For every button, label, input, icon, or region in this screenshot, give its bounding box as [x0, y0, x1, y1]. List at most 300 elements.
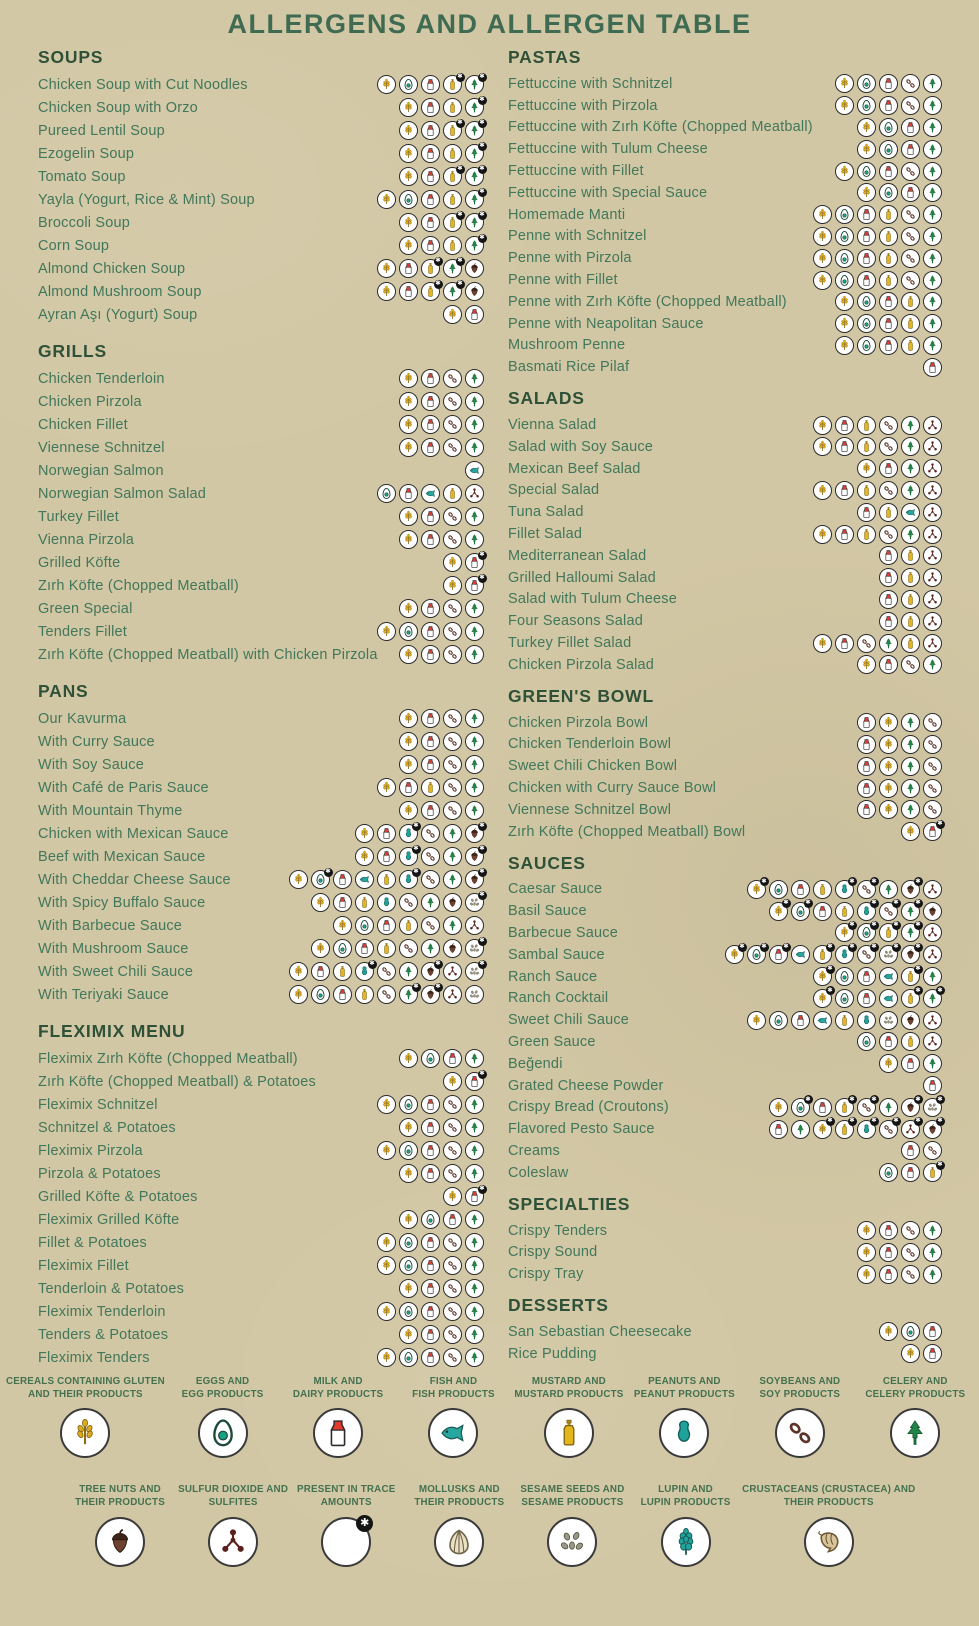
celery-icon: [923, 140, 942, 159]
trace-amounts-badge: ✱: [479, 95, 485, 103]
soy-icon: [399, 939, 418, 958]
egg-icon: [311, 867, 331, 889]
mustard-icon: [901, 546, 920, 565]
milk-icon: [421, 1256, 440, 1275]
gluten-icon: [725, 945, 744, 964]
allergen-icons: [854, 1265, 942, 1284]
menu-item-row: [38, 1070, 484, 1093]
legend-item-label: SESAME SEEDS AND SESAME PRODUCTS: [520, 1484, 625, 1509]
gluten-icon: [399, 1118, 418, 1137]
soy-icon: [421, 870, 440, 889]
celery-icon: [443, 870, 462, 889]
milk-icon: [857, 503, 876, 522]
gluten-icon: [399, 121, 418, 140]
menu-item-row: [508, 523, 942, 545]
celery-icon: [901, 735, 920, 754]
allergen-icons: [396, 599, 484, 618]
gluten-icon: [857, 459, 876, 478]
menu-item-label: Pureed Lentil Soup: [38, 122, 165, 139]
allergen-icons: [396, 755, 484, 774]
celery-icon: [923, 292, 942, 311]
soy-icon: [377, 985, 396, 1004]
gluten-icon: [377, 622, 396, 641]
sulfur-dioxide-icon: [923, 634, 942, 653]
menu-item-row: [508, 944, 942, 966]
menu-item-label: With Mountain Thyme: [38, 802, 183, 819]
allergen-icons: [374, 1095, 484, 1114]
celery-icon: [923, 183, 942, 202]
mustard-icon: [421, 279, 441, 301]
soy-icon: [443, 1302, 462, 1321]
menu-item-label: Homemade Manti: [508, 206, 626, 223]
trace-amounts-badge: ✱: [369, 959, 375, 967]
celery-icon: [465, 95, 485, 117]
menu-item-label: Norwegian Salmon Salad: [38, 485, 207, 502]
mustard-icon: [901, 1032, 920, 1051]
menu-item-label: Chicken Soup with Cut Noodles: [38, 76, 248, 93]
legend-row-1: [0, 1376, 979, 1458]
section-header: PASTAS: [508, 47, 582, 67]
milk-icon: [421, 121, 440, 140]
milk-icon: [421, 392, 440, 411]
allergen-icons: [374, 622, 484, 641]
milk-icon: [857, 779, 876, 798]
tree-nut-icon: [923, 1117, 943, 1139]
gluten-icon: [399, 98, 418, 117]
trace-amounts-badge: ✱: [761, 943, 767, 951]
allergen-icons: [396, 1279, 484, 1298]
menu-item-row: [508, 1220, 942, 1242]
milk-icon: [465, 1184, 485, 1206]
allergen-icons: [396, 1210, 484, 1229]
allergen-icons: [374, 1256, 484, 1275]
egg-icon: [791, 1095, 811, 1117]
trace-amounts-badge: ✱: [893, 1117, 899, 1125]
menu-item-row: [38, 367, 484, 390]
gluten-icon: [399, 213, 418, 232]
legend-item-treenut: [64, 1484, 177, 1566]
trace-amounts-badge: ✱: [871, 899, 877, 907]
soy-icon: [443, 1348, 462, 1367]
menu-item-label: Tuna Salad: [508, 504, 584, 521]
menu-item-row: [508, 1118, 942, 1140]
mustard-icon: [901, 314, 920, 333]
section-header: SALADS: [508, 388, 585, 409]
menu-item-label: Chicken Tenderloin Bowl: [508, 736, 672, 753]
milk-icon: [923, 1344, 942, 1363]
trace-amounts-badge: ✱: [849, 1095, 855, 1103]
legend-item-sesame: [516, 1484, 629, 1566]
menu-item-row: [508, 589, 942, 611]
celery-icon: [465, 1118, 484, 1137]
menu-item-label: Turkey Fillet: [38, 508, 120, 525]
gluten-icon: [399, 1049, 418, 1068]
menu-section: [38, 680, 484, 1006]
menu-item-row: [38, 234, 484, 257]
milk-icon: [813, 902, 832, 921]
sulfur-dioxide-icon: [923, 416, 942, 435]
trace-amounts-badge: ✱: [479, 959, 485, 967]
trace-amounts-badge: ✱: [871, 921, 877, 929]
allergen-icons: [832, 74, 942, 93]
soy-icon: [421, 847, 440, 866]
celery-icon: [901, 923, 920, 942]
trace-amounts-badge: ✱: [871, 1095, 877, 1103]
mustard-icon: [901, 964, 921, 986]
menu-item-label: Fleximix Fillet: [38, 1257, 129, 1274]
allergen-icons: [832, 162, 942, 181]
soy-icon: [443, 507, 462, 526]
gluten-icon: [399, 236, 418, 255]
trace-amounts-badge: ✱: [871, 877, 877, 885]
trace-amounts-badge: ✱: [479, 187, 485, 195]
milk-icon: [857, 227, 876, 246]
celery-icon: [443, 847, 462, 866]
menu-item-label: Mexican Beef Salad: [508, 460, 641, 477]
gluten-icon: [377, 1141, 396, 1160]
celery-icon: [465, 1302, 484, 1321]
gluten-icon: [399, 755, 418, 774]
celery-icon: [879, 880, 898, 899]
sulfur-dioxide-icon: [923, 612, 942, 631]
menu-item-row: [508, 414, 942, 436]
mustard-icon: [443, 210, 463, 232]
soy-icon: [857, 945, 876, 964]
milk-icon: [857, 800, 876, 819]
menu-item-row: [38, 1047, 484, 1070]
trace-amounts-badge: ✱: [915, 899, 921, 907]
celery-icon: [923, 986, 943, 1008]
allergen-icons: [374, 1302, 484, 1321]
sulfur-dioxide-icon: [465, 916, 484, 935]
menu-column-right: [508, 46, 942, 1374]
gluten-icon: [311, 893, 330, 912]
egg-icon: [857, 74, 876, 93]
menu-item-label: Beğendi: [508, 1055, 563, 1072]
menu-item-label: Fettuccine with Schnitzel: [508, 75, 673, 92]
allergen-icons: [440, 573, 485, 595]
celery-icon: [923, 1221, 942, 1240]
menu-item-label: Zırh Köfte (Chopped Meatball) & Potatoes: [38, 1073, 317, 1090]
mustard-icon: [835, 1117, 855, 1139]
legend-item-label: MOLLUSKS AND THEIR PRODUCTS: [414, 1484, 505, 1509]
allergen-icons: [832, 336, 942, 355]
gluten-icon: [813, 986, 833, 1008]
trace-amounts-badge: ✱: [915, 877, 921, 885]
allergen-icons: [396, 507, 484, 526]
allergen-icons: [810, 249, 942, 268]
legend-item-label: PRESENT IN TRACE AMOUNTS: [297, 1484, 396, 1509]
menu-item-label: Salad with Tulum Cheese: [508, 591, 678, 608]
menu-item-row: [508, 436, 942, 458]
soy-icon: [879, 1117, 899, 1139]
gluten-icon: [835, 162, 854, 181]
celery-icon: [465, 599, 484, 618]
soy-icon: [923, 735, 942, 754]
peanut-icon: [835, 945, 854, 964]
trace-amounts-badge: ✱: [479, 118, 485, 126]
menu-section: [508, 1193, 942, 1285]
soy-icon: [443, 645, 462, 664]
section-header: GREEN'S BOWL: [508, 685, 654, 706]
gluten-icon: [443, 576, 462, 595]
milk-icon: [791, 1011, 810, 1030]
gluten-icon: [399, 415, 418, 434]
menu-item-row: [508, 610, 942, 632]
menu-item-label: Vienna Salad: [508, 417, 597, 434]
tree-nut-icon: [923, 902, 942, 921]
egg-icon: [311, 985, 330, 1004]
menu-item-row: [38, 1162, 484, 1185]
celery-icon: [399, 982, 419, 1004]
celery-icon: [465, 118, 485, 140]
celery-icon: [465, 507, 484, 526]
menu-item-label: Flavored Pesto Sauce: [508, 1121, 655, 1138]
soy-icon: [901, 162, 920, 181]
milk-icon: [769, 1120, 788, 1139]
celery-icon: [901, 779, 920, 798]
menu-item-label: Crispy Tray: [508, 1266, 584, 1283]
tree-nut-icon: [901, 877, 921, 899]
gluten-icon: [377, 1095, 396, 1114]
gluten-icon: [399, 392, 418, 411]
allergen-icons: [396, 732, 484, 751]
crustacean-icon: [804, 1517, 854, 1567]
gluten-icon: [399, 1210, 418, 1229]
menu-item-row: [38, 96, 484, 119]
mustard-icon: [901, 634, 920, 653]
celery-icon: [443, 916, 462, 935]
menu-item-label: With Soy Sauce: [38, 756, 144, 773]
trace-amounts-badge: ✱: [893, 899, 899, 907]
allergen-icons: [396, 141, 485, 163]
celery-icon: [465, 1256, 484, 1275]
trace-amounts-badge: ✱: [479, 164, 485, 172]
celery-icon: [901, 899, 921, 921]
gluten-icon: [289, 962, 308, 981]
gluten-icon: [443, 1072, 462, 1091]
menu-item-label: Chicken Pirzola: [38, 393, 142, 410]
menu-item-row: [38, 1346, 484, 1369]
menu-section: [508, 1294, 942, 1365]
trace-amounts-badge: ✱: [805, 1095, 811, 1103]
menu-item-row: [38, 1300, 484, 1323]
mustard-icon: [355, 985, 374, 1004]
menu-item-row: [38, 1231, 484, 1254]
milk-icon: [421, 801, 440, 820]
menu-item-row: [508, 160, 942, 182]
gluten-icon: [399, 732, 418, 751]
menu-item-row: [38, 891, 484, 914]
menu-item-row: [508, 335, 942, 357]
trace-amounts-badge: ✱: [479, 72, 485, 80]
gluten-icon: [813, 249, 832, 268]
celery-icon: [465, 1210, 484, 1229]
menu-item-label: Chicken with Mexican Sauce: [38, 825, 229, 842]
legend-item-label: MUSTARD AND MUSTARD PRODUCTS: [514, 1376, 624, 1400]
menu-item-row: [38, 983, 484, 1006]
menu-item-row: [38, 937, 484, 960]
gluten-icon: [813, 964, 833, 986]
sesame-icon: [465, 985, 484, 1004]
menu-item-label: Tomato Soup: [38, 168, 126, 185]
gluten-icon: [813, 227, 832, 246]
egg-icon: [857, 336, 876, 355]
gluten-icon: [857, 140, 876, 159]
celery-icon: [923, 205, 942, 224]
menu-item-row: [38, 303, 484, 326]
menu-item-label: Basmati Rice Pilaf: [508, 359, 630, 376]
trace-amounts-badge: ✱: [849, 877, 855, 885]
menu-item-row: [508, 821, 942, 843]
milk-icon: [857, 249, 876, 268]
mustard-icon: [857, 416, 876, 435]
menu-section: [508, 387, 942, 676]
gluten-icon: [399, 144, 418, 163]
trace-amounts-badge: ✱: [805, 899, 811, 907]
menu-item-row: [38, 620, 484, 643]
milk-icon: [421, 1348, 440, 1367]
trace-amounts-badge: ✱: [915, 1117, 921, 1125]
egg-icon: [879, 140, 898, 159]
milk-icon: [923, 1076, 942, 1095]
gluten-icon: [355, 847, 374, 866]
menu-item-row: [38, 707, 484, 730]
celery-icon: [465, 645, 484, 664]
trace-amounts-badge: ✱: [457, 164, 463, 172]
milk-icon: [377, 824, 396, 843]
menu-item-label: Chicken Soup with Orzo: [38, 99, 198, 116]
milk-icon: [421, 415, 440, 434]
legend-item-gluten: [6, 1376, 165, 1458]
allergen-icons: [308, 936, 485, 958]
menu-item-row: [508, 356, 942, 378]
sulfur-dioxide-icon: [923, 1032, 942, 1051]
sulfur-dioxide-icon: [443, 962, 462, 981]
mustard-icon: [857, 525, 876, 544]
gluten-icon: [399, 1164, 418, 1183]
trace-amounts-badge: ✱: [739, 943, 745, 951]
tree-nut-icon: [443, 939, 462, 958]
milk-icon: [421, 507, 440, 526]
menu-item-row: [38, 1323, 484, 1346]
gluten-icon: [879, 735, 898, 754]
milk-icon: [791, 880, 810, 899]
sulfur-dioxide-icon: [923, 923, 942, 942]
celery-icon: [465, 1348, 484, 1367]
gluten-icon: [443, 553, 462, 572]
menu-item-label: With Mushroom Sauce: [38, 940, 189, 957]
soy-icon: [879, 416, 898, 435]
mustard-icon: [879, 205, 898, 224]
allergen-icons: [898, 1141, 942, 1160]
milk-icon: [421, 1118, 440, 1137]
sesame-icon: [465, 936, 485, 958]
menu-item-label: Crispy Bread (Croutons): [508, 1099, 669, 1116]
gluten-icon: [879, 800, 898, 819]
milk-icon: [879, 546, 898, 565]
trace-amounts-badge: ✱: [915, 943, 921, 951]
gluten-icon: [289, 985, 308, 1004]
trace-amounts-badge: ✱: [915, 1095, 921, 1103]
tree-nut-icon: [901, 945, 920, 964]
soy-icon: [901, 227, 920, 246]
peanut-icon: [399, 821, 419, 843]
milk-icon: [421, 369, 440, 388]
menu-item-row: [508, 1009, 942, 1031]
gluten-icon: [399, 167, 418, 186]
milk-icon: [421, 599, 440, 618]
tree-nut-icon: [421, 959, 441, 981]
egg-icon: [399, 622, 418, 641]
trace-amounts-badge: ✱: [479, 844, 485, 852]
trace-amounts-badge: ✱: [479, 141, 485, 149]
sulfur-dioxide-icon: [923, 437, 942, 456]
menu-item-label: Crispy Tenders: [508, 1222, 608, 1239]
celery-icon: [465, 392, 484, 411]
allergen-icons: [396, 392, 484, 411]
gluten-icon: [399, 801, 418, 820]
menu-item-row: [508, 1075, 942, 1097]
celery-icon: [923, 1054, 942, 1073]
trace-amounts-badge: ✱: [937, 1095, 943, 1103]
milk-icon: [421, 709, 440, 728]
tree-nut-icon: [901, 1011, 920, 1030]
trace-amounts-badge: ✱: [849, 943, 855, 951]
allergen-icons: [810, 986, 943, 1008]
menu-item-row: [508, 1140, 942, 1162]
soy-icon: [443, 415, 462, 434]
mustard-icon: [377, 870, 396, 889]
gluten-icon: [443, 1187, 462, 1206]
menu-item-row: [38, 822, 484, 845]
trace-amounts-badge: ✱: [893, 943, 899, 951]
menu-item-label: Grilled Halloumi Salad: [508, 569, 656, 586]
milk-icon: [399, 484, 418, 503]
gluten-icon: [377, 282, 396, 301]
peanut-icon: [857, 899, 877, 921]
celery-icon: [465, 141, 485, 163]
trace-amounts-badge: ✱: [479, 1069, 485, 1077]
trace-amounts-badge: ✱: [479, 573, 485, 581]
menu-item-row: [38, 119, 484, 142]
legend-item-label: EGGS AND EGG PRODUCTS: [181, 1376, 264, 1400]
allergen-icons: [396, 438, 484, 457]
milk-icon: [421, 1279, 440, 1298]
sesame-icon: [923, 1095, 943, 1117]
egg-icon: [879, 183, 898, 202]
milk-icon: [901, 183, 920, 202]
mustard-icon: [901, 590, 920, 609]
gluten-icon: [769, 899, 789, 921]
mollusk-icon: [434, 1517, 484, 1567]
soy-icon: [879, 437, 898, 456]
tree-nut-icon: [465, 844, 485, 866]
egg-icon: [857, 314, 876, 333]
celery-icon: [465, 210, 485, 232]
allergen-icons: [374, 1348, 484, 1367]
peanut-icon: [399, 867, 419, 889]
celery-icon: [901, 713, 920, 732]
peanut-icon: [399, 844, 419, 866]
peanut-icon: [835, 877, 855, 899]
menu-item-row: [508, 966, 942, 988]
allergen-icons: [810, 227, 942, 246]
soy-icon: [879, 481, 898, 500]
celery-icon: [901, 481, 920, 500]
menu-item-label: Grilled Köfte & Potatoes: [38, 1188, 198, 1205]
milk-icon: [421, 530, 440, 549]
